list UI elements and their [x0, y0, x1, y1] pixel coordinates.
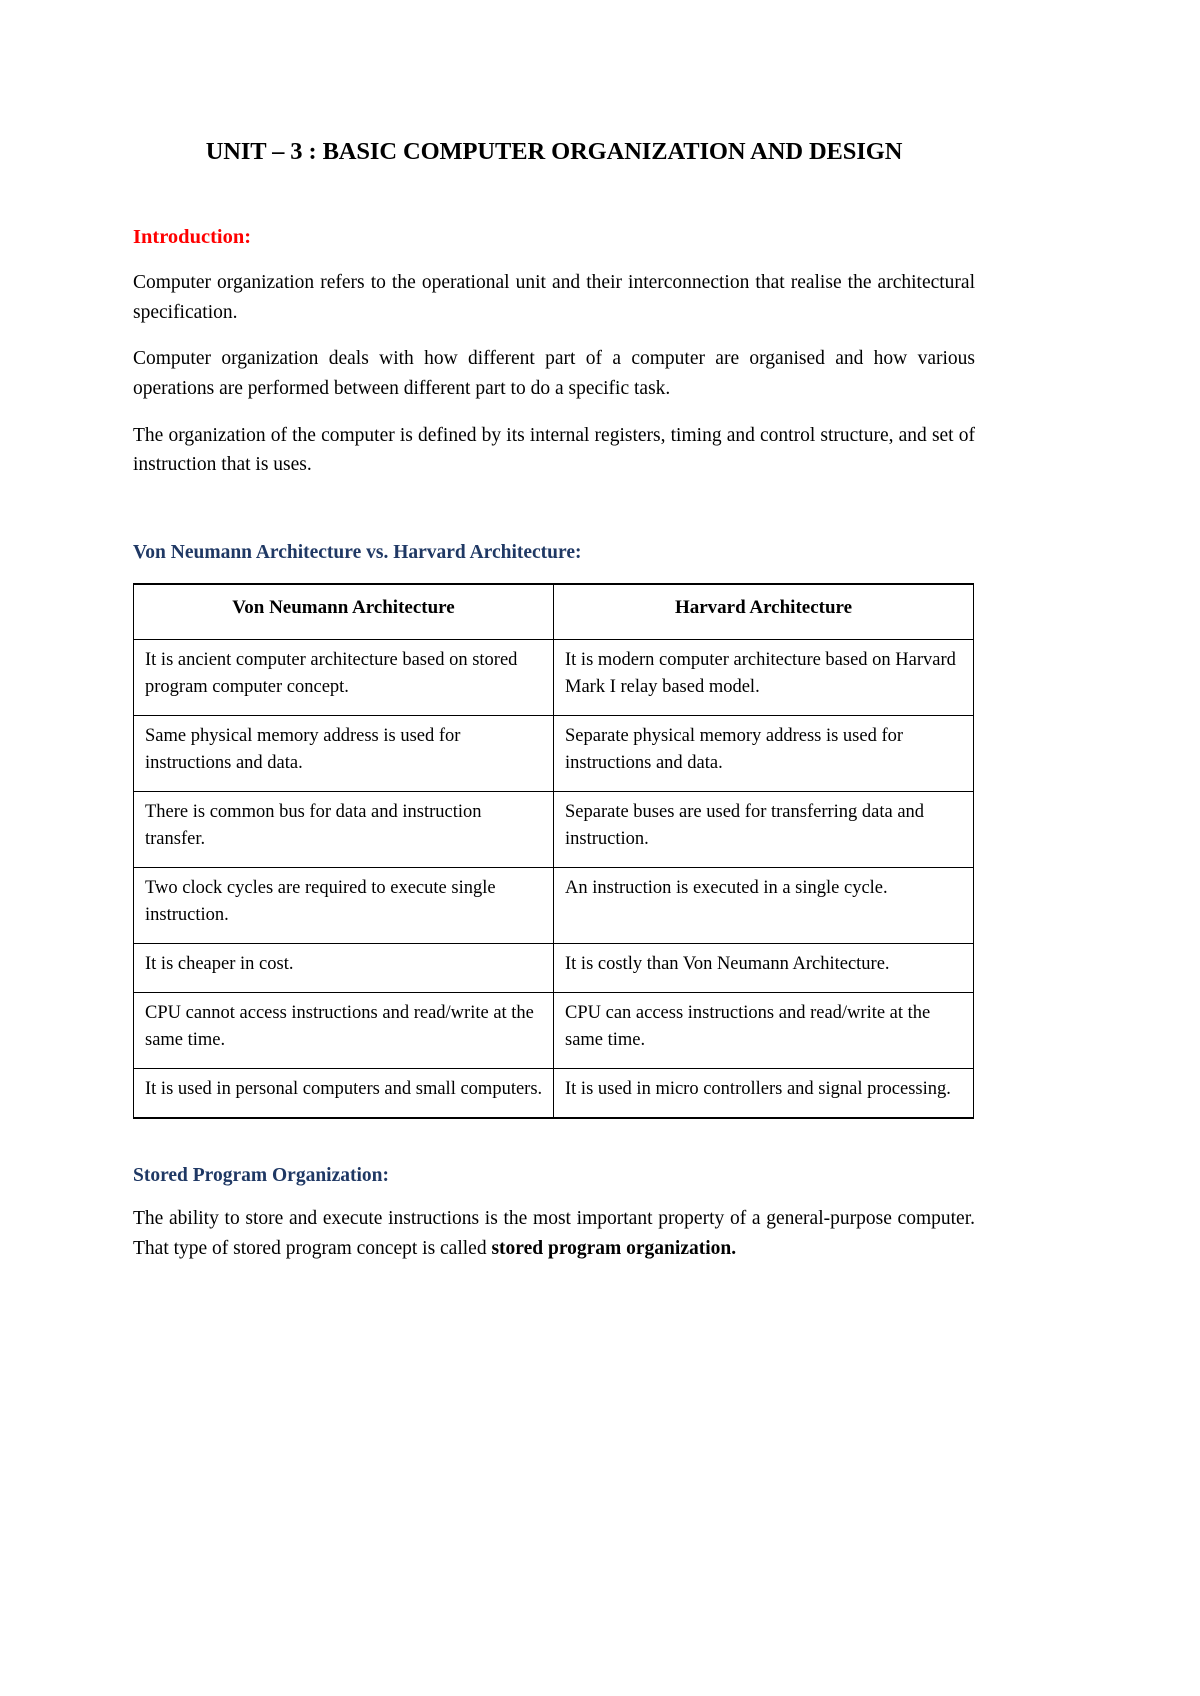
introduction-paragraph-2: Computer organization deals with how different part of a computer are organised and how various operations are performed between different part to do a specific task.: [133, 348, 975, 399]
introduction-paragraph-1: Computer organization refers to the operational unit and their interconnection that realise the architectural specification.: [133, 272, 975, 323]
table-cell-von-neumann: It is used in personal computers and small computers.: [134, 1068, 554, 1118]
table-cell-von-neumann: Same physical memory address is used for instructions and data.: [134, 715, 554, 791]
table-cell-harvard: Separate buses are used for transferring data and instruction.: [554, 791, 974, 867]
section-heading-introduction: Introduction:: [133, 226, 252, 249]
section-heading-comparison: Von Neumann Architecture vs. Harvard Architecture:: [133, 541, 582, 563]
page-title: UNIT – 3 : BASIC COMPUTER ORGANIZATION AND DESIGN: [205, 138, 903, 165]
table-cell-von-neumann: It is cheaper in cost.: [134, 943, 554, 992]
introduction-paragraph-3: The organization of the computer is defined by its internal registers, timing and control structure, and set of instruction that is uses.: [133, 424, 975, 476]
table-row: [134, 639, 974, 715]
table-cell-von-neumann: It is ancient computer architecture based on stored program computer concept.: [134, 639, 554, 715]
table-row: [134, 943, 974, 992]
architecture-comparison-table: [133, 583, 974, 1119]
stored-program-emphasis: stored program organization.: [491, 1237, 737, 1259]
table-row: [134, 992, 974, 1068]
table-row: [134, 791, 974, 867]
page-content: [133, 0, 975, 1263]
column-header-harvard: Harvard Architecture: [554, 584, 974, 639]
table-cell-harvard: It is used in micro controllers and signal processing.: [554, 1068, 974, 1118]
table-cell-harvard: An instruction is executed in a single cycle.: [554, 867, 974, 943]
table-cell-von-neumann: There is common bus for data and instruction transfer.: [134, 791, 554, 867]
table-cell-harvard: CPU can access instructions and read/write at the same time.: [554, 992, 974, 1068]
stored-program-paragraph: [133, 1188, 975, 1263]
table-row: [134, 1068, 974, 1118]
table-header-row: [134, 584, 974, 639]
table-cell-harvard: It is costly than Von Neumann Architecture.: [554, 943, 974, 992]
table-cell-harvard: It is modern computer architecture based on Harvard Mark I relay based model.: [554, 639, 974, 715]
section-heading-stored-program: Stored Program Organization:: [133, 1164, 389, 1186]
table-row: [134, 867, 974, 943]
column-header-von-neumann: Von Neumann Architecture: [134, 584, 554, 639]
table-cell-von-neumann: CPU cannot access instructions and read/write at the same time.: [134, 992, 554, 1068]
table-cell-von-neumann: Two clock cycles are required to execute single instruction.: [134, 867, 554, 943]
table-row: [134, 715, 974, 791]
stored-program-paragraph-text: The ability to store and execute instructions is the most important property of a general-purpose computer. That type of stored program concept is called: [133, 1208, 975, 1259]
table-cell-harvard: Separate physical memory address is used for instructions and data.: [554, 715, 974, 791]
